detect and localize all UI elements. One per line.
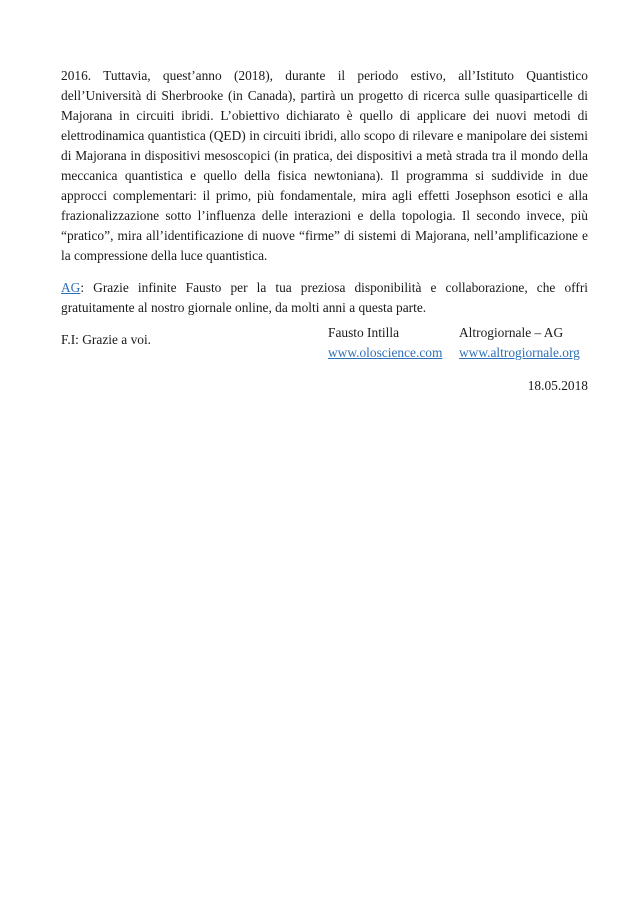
altrogiornale-link[interactable]: www.altrogiornale.org [459, 345, 580, 360]
oloscience-link[interactable]: www.oloscience.com [328, 345, 443, 360]
document-date: 18.05.2018 [527, 378, 588, 393]
document-page [61, 66, 588, 393]
ag-thanks-text: : Grazie infinite Fausto per la tua preziosa disponibilità e collaborazione, che offri gratuitamente al nostro giornale online, da molti anni a questa parte. [61, 280, 588, 315]
ag-speaker-tag[interactable]: AG [61, 280, 81, 295]
paragraph-ag-thanks [61, 278, 588, 318]
signature-name-fausto: Fausto Intilla [328, 325, 400, 340]
paragraph-fi-reply: F.I: Grazie a voi. [61, 332, 152, 347]
signature-name-altrogiornale: Altrogiornale – AG [459, 325, 564, 340]
paragraph-research-project: 2016. Tuttavia, quest’anno (2018), durante il periodo estivo, all’Istituto Quantistico dell’Università di Sherbrooke (in Canada), partirà un progetto di ricerca sulle quasiparticelle di Majorana in circuiti ibridi. L’obiettivo dichiarato è quello di applicare dei nuovi metodi di elettrodinamica quantistica (QED) in circuiti ibridi, allo scopo di rilevare e manipolare dei sistemi di Majorana in dispositivi mesoscopici (in pratica, dei dispositivi a metà strada tra il mondo della meccanica quantistica e quello della fisica newtoniana). Il programma si suddivide in due approcci complementari: il primo, più fondamentale, mira agli effetti Josephson esotici e alla frazionalizzazione sotto l’influenza delle interazioni e della topologia. Il secondo invece, più “pratico”, mira all’identificazione di nuove “firme” di sistemi di Majorana, nell’amplificazione e la compressione della luce quantistica. [61, 68, 588, 263]
signature-block [61, 323, 588, 393]
